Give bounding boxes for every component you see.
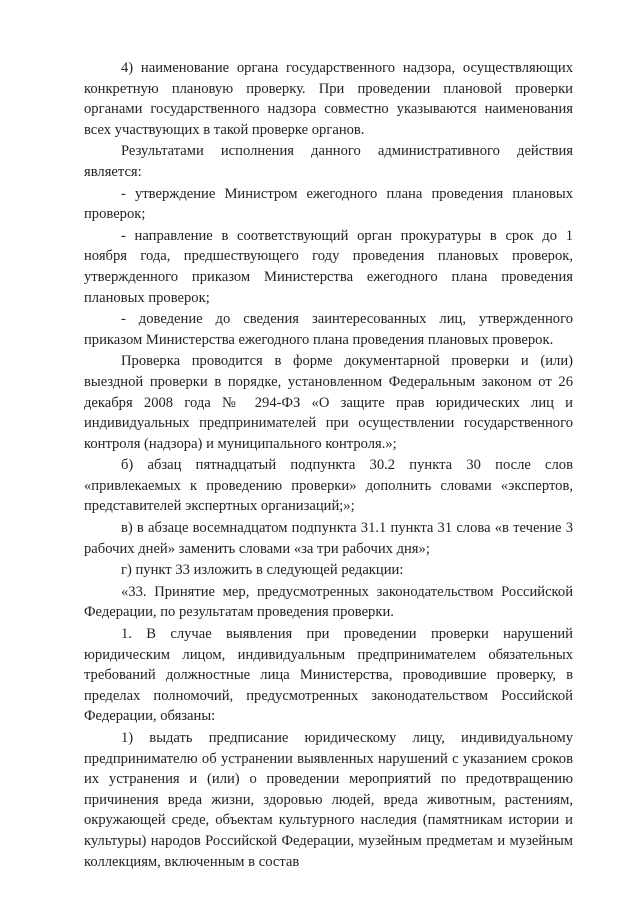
paragraph-item-4-authority: 4) наименование органа государственного надзора, осуществляющих конкретную плановую проверку. При проведении плановой проверки органами государственного надзора совместно указываются наименования всех участвующих в такой проверке органов. <box>84 60 573 138</box>
paragraph-33-title: «33. Принятие мер, предусмотренных законодательством Российской Федерации, по результатам проведения проверки. <box>84 583 573 621</box>
paragraph-bullet-informing: - доведение до сведения заинтересованных лиц, утвержденного приказом Министерства ежегодного плана проведения плановых проверок. <box>84 311 573 348</box>
paragraph-33-1: 1. В случае выявления при проведении проверки нарушений юридическим лицом, индивидуальным предпринимателем обязательных требований должностные лица Министерства, проводившие проверку, в пределах полномочий, предусмотренных законодательством Российской Федерации, обязаны: <box>84 626 573 725</box>
paragraph-33-1-1: 1) выдать предписание юридическому лицу, индивидуальному предпринимателю об устранении выявленных нарушений с указанием сроков их устранения и (или) о проведении мероприятий по предотвращению причинения вреда жизни, здоровью людей, вреда животным, растениям, окружающей среде, объектам культурного наследия (памятникам истории и культуры) народов Российской Федерации, музейным предметам и музейным коллекциям, включенным в состав <box>84 730 573 870</box>
paragraph-b-amendment: б) абзац пятнадцатый подпункта 30.2 пункта 30 после слов «привлекаемых к проведению проверки» дополнить словами «экспертов, представителей экспертных организаций;»; <box>84 457 573 515</box>
paragraph-bullet-approval: - утверждение Министром ежегодного плана проведения плановых проверок; <box>84 185 573 223</box>
paragraph-results-intro: Результатами исполнения данного административного действия является: <box>84 143 573 180</box>
document-page <box>84 58 573 873</box>
paragraph-g-amendment: г) пункт 33 изложить в следующей редакции: <box>121 562 404 579</box>
paragraph-v-amendment: в) в абзаце восемнадцатом подпункта 31.1 пункта 31 слова «в течение 3 рабочих дней» заменить словами «за три рабочих дня»; <box>84 520 573 557</box>
paragraph-inspection-form: Проверка проводится в форме документарной проверки и (или) выездной проверки в порядке, установленном Федеральным законом от 26 декабря 2008 года № 294-ФЗ «О защите прав юридических лиц и индивидуальных предпринимателей при осуществлении государственного контроля (надзора) и муниципального контроля.»; <box>84 353 573 452</box>
paragraph-bullet-prosecutor: - направление в соответствующий орган прокуратуры в срок до 1 ноября года, предшествующего году проведения плановых проверок, утвержденного приказом Министерства ежегодного плана проведения плановых проверок; <box>84 227 573 306</box>
